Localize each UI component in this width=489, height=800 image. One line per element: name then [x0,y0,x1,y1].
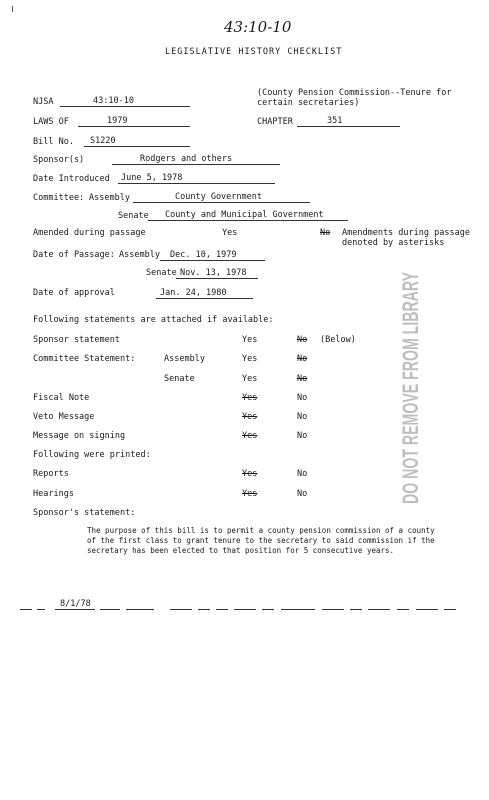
row-fiscal-note-label: Fiscal Note [33,393,90,403]
njsa-label: NJSA [33,97,54,107]
footer-dash-14 [368,609,390,610]
approval-underline [156,298,253,299]
approval-label: Date of approval [33,288,115,298]
footer-dash-5 [126,609,154,610]
row-committee-assembly-yes: Yes [242,354,258,364]
row-hearings-no: No [297,489,308,499]
printed-heading: Following were printed: [33,450,151,460]
committee-senate-value: County and Municipal Government [165,210,324,220]
laws-label: LAWS OF [33,117,69,127]
margin-mark [12,6,13,12]
footer-dash-7 [198,609,210,610]
row-message-signing-no: No [297,431,308,441]
date-introduced-label: Date Introduced [33,174,110,184]
statements-heading: Following statements are attached if available: [33,315,274,325]
footer-dash-6 [170,609,192,610]
footer-dash-10 [262,609,274,610]
footer-date: 8/1/78 [60,599,91,609]
row-sponsor-statement-label: Sponsor statement [33,335,120,345]
committee-assembly-underline [133,202,310,203]
footer-dash-12 [322,609,344,610]
committee-assembly-label: Assembly [89,193,130,203]
row-fiscal-note-yes: Yes [242,393,258,403]
row-reports-no: No [297,469,308,479]
row-fiscal-note-no: No [297,393,308,403]
committee-label: Committee: [33,193,85,203]
sponsor-statement-line2: of the first class to grant tenure to the secretary to said commission if the [87,536,435,545]
sponsor-label: Sponsor(s) [33,155,85,165]
sponsor-statement-line1: The purpose of this bill is to permit a county pension commission of a county [87,526,435,535]
passage-assembly-value: Dec. 10, 1979 [170,250,237,260]
sponsor-statement-label: Sponsor's statement: [33,508,136,518]
footer-dash-8 [216,609,228,610]
passage-assembly-label: Assembly [119,250,160,260]
date-introduced-underline [118,183,275,184]
row-committee-senate-yes: Yes [242,374,258,384]
sponsor-statement-line3: secretary has been elected to that position for 5 consecutive years. [87,546,395,555]
footer-dash-1 [20,609,32,610]
sponsor-underline [112,164,280,165]
passage-assembly-underline [160,260,265,261]
row-committee-assembly-no: No [297,354,308,364]
footer-dash-13 [350,609,362,610]
committee-senate-underline [148,220,348,221]
row-message-signing-yes: Yes [242,431,258,441]
date-introduced-value: June 5, 1978 [121,173,183,183]
row-committee-senate-no: No [297,374,308,384]
row-sponsor-statement-yes: Yes [242,335,258,345]
footer-dash-2 [37,609,45,610]
amended-note-line1: Amendments during passage [342,228,470,238]
amended-note-line2: denoted by asterisks [342,238,445,248]
approval-value: Jan. 24, 1980 [160,288,227,298]
row-hearings-label: Hearings [33,489,74,499]
footer-dash-3 [55,609,95,610]
laws-value: 1979 [107,116,128,126]
footer-dash-17 [444,609,456,610]
passage-senate-value: Nov. 13, 1978 [180,268,247,278]
library-stamp [388,268,432,508]
page-title: LEGISLATIVE HISTORY CHECKLIST [165,47,343,57]
laws-underline [78,126,190,127]
chapter-label: CHAPTER [257,117,293,127]
row-veto-message-yes: Yes [242,412,258,422]
row-reports-label: Reports [33,469,69,479]
row-committee-senate-sub: Senate [164,374,195,384]
footer-dash-11 [281,609,315,610]
row-committee-assembly-sub: Assembly [164,354,205,364]
subject-note-line1: (County Pension Commission--Tenure for [257,88,452,98]
njsa-value: 43:10-10 [93,96,134,106]
passage-senate-underline [176,278,258,279]
handwritten-number: 43:10-10 [224,18,292,36]
sponsor-value: Rodgers and others [140,154,233,164]
bill-label: Bill No. [33,137,74,147]
subject-note-line2: certain secretaries) [257,98,360,108]
row-sponsor-statement-no: No [297,335,308,345]
library-stamp-text: DO NOT REMOVE FROM LIBRARY [398,268,423,504]
row-veto-message-no: No [297,412,308,422]
passage-label: Date of Passage: [33,250,115,260]
committee-senate-label: Senate [118,211,149,221]
footer-dash-9 [234,609,256,610]
committee-assembly-value: County Government [175,192,262,202]
footer-dash-16 [416,609,438,610]
njsa-underline [60,106,190,107]
bill-underline [84,146,190,147]
row-veto-message-label: Veto Message [33,412,95,422]
chapter-underline [297,126,400,127]
footer-dash-4 [100,609,120,610]
bill-value: S1220 [90,136,116,146]
row-reports-yes: Yes [242,469,258,479]
row-hearings-yes: Yes [242,489,258,499]
row-committee-label: Committee Statement: [33,354,136,364]
row-message-signing-label: Message on signing [33,431,126,441]
footer-dash-15 [397,609,409,610]
amended-value: Yes [222,228,238,238]
amended-no-mark [320,228,330,238]
chapter-value: 351 [327,116,343,126]
row-sponsor-statement-extra: (Below) [320,335,356,345]
amended-no-text: No [320,228,331,238]
passage-senate-label: Senate [146,268,177,278]
amended-label: Amended during passage [33,228,146,238]
